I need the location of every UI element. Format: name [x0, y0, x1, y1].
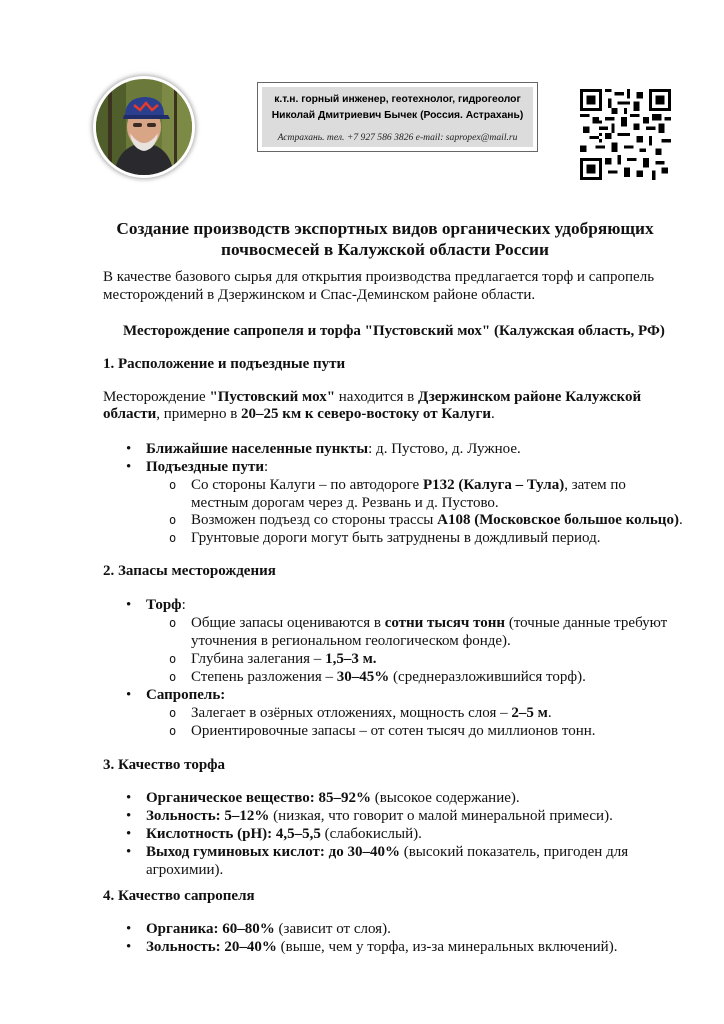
deposit-title: Месторождение сапропеля и торфа "Пустовский мох" (Калужская область, РФ) — [123, 323, 665, 339]
card-contact: Астрахань. тел. +7 927 586 3826 e-mail: sapropex@mail.ru — [277, 132, 518, 143]
contact-card — [257, 82, 538, 152]
sub-list-item: o Степень разложения – 30–45% (среднеразложившийся торф). — [191, 668, 586, 686]
list-item: • Органическое вещество: 85–92% (высокое содержание). — [146, 789, 520, 807]
list-item: • Зольность: 20–40% (выше, чем у торфа, из-за минеральных включений). — [146, 938, 617, 956]
list-item: • Органика: 60–80% (зависит от слоя). — [146, 920, 391, 938]
sub-list-item-continuation: уточнения в региональном геологическом фонде). — [191, 633, 511, 649]
sub-list-item: o Общие запасы оцениваются в сотни тысяч тонн (точные данные требуют — [191, 614, 667, 632]
list-item: • Торф: — [146, 596, 186, 614]
document-title: Создание производств экспортных видов органических удобряющих почвосмесей в Калужской области России — [116, 219, 654, 259]
card-credentials: к.т.н. горный инженер, геотехнолог, гидрогеолог — [274, 94, 521, 105]
list-item: • Подъездные пути: — [146, 458, 268, 476]
section-3-heading: 3. Качество торфа — [103, 757, 226, 773]
list-item: • Выход гуминовых кислот: до 30–40% (высокий показатель, пригоден для — [146, 843, 628, 861]
author-photo — [96, 79, 192, 175]
sub-list-item-continuation: местным дорогам через д. Резвань и д. Пустово. — [191, 495, 499, 511]
sub-list-item: o Грунтовые дороги могут быть затруднены в дождливый период. — [191, 529, 601, 547]
section-1-paragraph-line-1: Месторождение "Пустовский мох" находится в Дзержинском районе Калужской — [103, 389, 642, 405]
intro-line-1: В качестве базового сырья для открытия производства предлагается торф и сапропель — [103, 269, 655, 285]
sub-list-item: o Возможен подъезд со стороны трассы А108 (Московское большое кольцо). — [191, 511, 683, 529]
section-1-heading: 1. Расположение и подъездные пути — [103, 356, 346, 372]
section-4-heading: 4. Качество сапропеля — [103, 888, 255, 904]
section-1-paragraph-line-2: области, примерно в 20–25 км к северо-востоку от Калуги. — [103, 406, 495, 422]
sub-list-item: o Со стороны Калуги – по автодороге Р132 (Калуга – Тула), затем по — [191, 476, 626, 494]
qr-code — [580, 89, 671, 180]
sub-list-item: o Глубина залегания – 1,5–3 м. — [191, 650, 377, 668]
section-2-heading: 2. Запасы месторождения — [103, 563, 276, 579]
card-author-name: Николай Дмитриевич Бычек (Россия. Астрахань) — [271, 110, 524, 121]
sub-list-item: o Залегает в озёрных отложениях, мощность слоя – 2–5 м. — [191, 704, 552, 722]
list-item: • Зольность: 5–12% (низкая, что говорит о малой минеральной примеси). — [146, 807, 613, 825]
list-item: • Сапропель: — [146, 686, 225, 704]
intro-line-2: месторождений в Дзержинском и Спас-Деминском районе области. — [103, 287, 536, 303]
list-item: • Ближайшие населенные пункты: д. Пустово, д. Лужное. — [146, 440, 521, 458]
list-item: • Кислотность (pH): 4,5–5,5 (слабокислый). — [146, 825, 422, 843]
list-item-continuation: агрохимии). — [146, 862, 224, 878]
sub-list-item: o Ориентировочные запасы – от сотен тысяч до миллионов тонн. — [191, 722, 596, 740]
